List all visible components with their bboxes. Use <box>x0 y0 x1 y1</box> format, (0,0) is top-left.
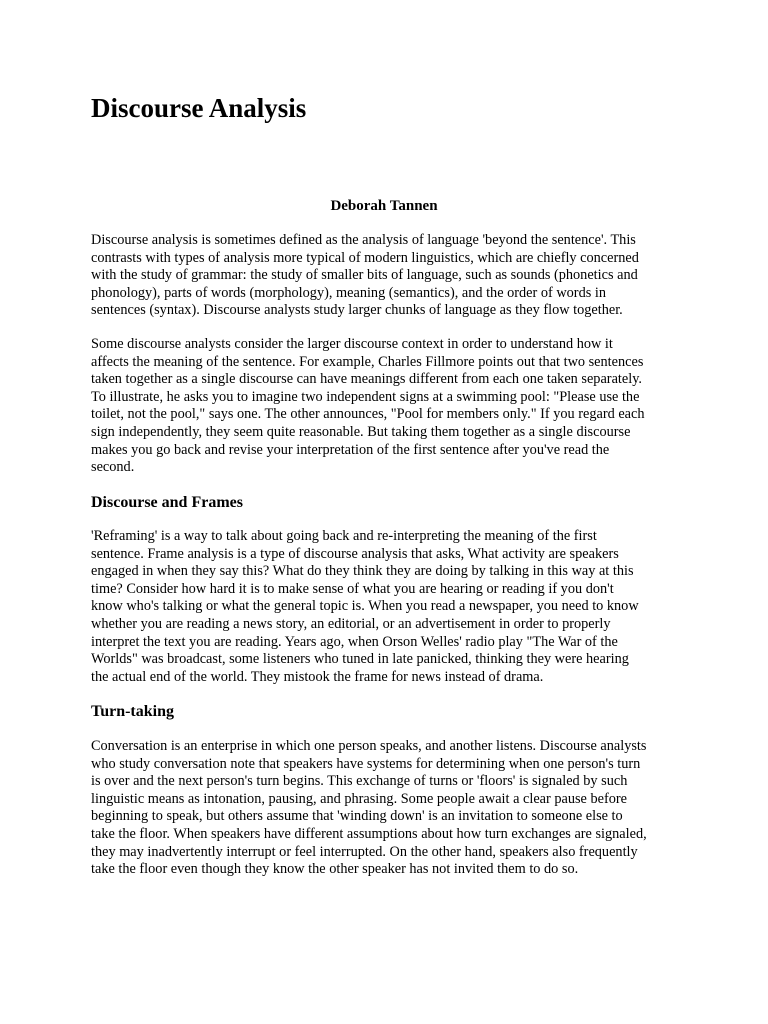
paragraph-line: know who's talking or what the general topic is. When you read a newspaper, you need to know <box>91 598 639 615</box>
paragraph-line: engaged in when they say this? What do they think they are doing by talking in this way at this <box>91 563 634 580</box>
paragraph-line: affects the meaning of the sentence. For example, Charles Fillmore points out that two sentences <box>91 353 644 370</box>
paragraph-line: is over and the next person's turn begins. This exchange of turns or 'floors' is signaled by such <box>91 773 628 790</box>
paragraph-line: sentences (syntax). Discourse analysts study larger chunks of language as they flow together. <box>91 302 623 319</box>
intro-paragraph-2 <box>91 336 645 477</box>
section-heading-turn-taking: Turn-taking <box>91 703 174 720</box>
paragraph-line: sign independently, they seem quite reasonable. But taking them together as a single discourse <box>91 423 631 440</box>
paragraph-line: take the floor. When speakers have different assumptions about how turn exchanges are signaled, <box>91 825 647 842</box>
paragraph-line: Worlds" was broadcast, some listeners who tuned in late panicked, thinking they were hearing <box>91 651 629 668</box>
paragraph-line: makes you go back and revise your interpretation of the first sentence after you've read the <box>91 441 610 458</box>
paragraph-line: they may inadvertently interrupt or feel interrupted. On the other hand, speakers also frequently <box>91 843 638 860</box>
author-name: Deborah Tannen <box>330 198 438 214</box>
paragraph-line: linguistic means as intonation, pausing, and phrasing. Some people await a clear pause before <box>91 790 627 807</box>
paragraph-line: interpret the text you are reading. Years ago, when Orson Welles' radio play "The War of the <box>91 633 618 650</box>
frames-paragraph <box>91 528 639 686</box>
paragraph-line: time? Consider how hard it is to make sense of what you are hearing or reading if you don't <box>91 580 614 597</box>
paragraph-line: the actual end of the world. They mistook the frame for news instead of drama. <box>91 668 544 685</box>
paragraph-line: Discourse analysis is sometimes defined as the analysis of language 'beyond the sentence'. This <box>91 232 636 248</box>
paragraph-line: beginning to speak, but others assume that 'winding down' is an invitation to someone else to <box>91 808 623 825</box>
paragraph-line: To illustrate, he asks you to imagine two independent signs at a swimming pool: "Please use the <box>91 388 640 405</box>
paragraph-line: with the study of grammar: the study of smaller bits of language, such as sounds (phonetics and <box>91 267 638 284</box>
paragraph-line: taken together as a single discourse can have meanings different from each one taken separately. <box>91 371 642 388</box>
paragraph-line: contrasts with types of analysis more typical of modern linguistics, which are chiefly concerned <box>91 249 639 266</box>
paragraph-line: who study conversation note that speakers have systems for determining when one person's turn <box>91 755 641 772</box>
intro-paragraph-1 <box>91 232 639 320</box>
paragraph-line: Conversation is an enterprise in which one person speaks, and another listens. Discourse analysts <box>91 738 647 754</box>
paragraph-line: toilet, not the pool," says one. The other announces, "Pool for members only." If you regard each <box>91 406 645 423</box>
section-heading-discourse-and-frames: Discourse and Frames <box>91 494 243 511</box>
paragraph-line: 'Reframing' is a way to talk about going back and re-interpreting the meaning of the first <box>91 528 597 544</box>
paragraph-line: Some discourse analysts consider the larger discourse context in order to understand how it <box>91 336 613 352</box>
paragraph-line: take the floor even though they know the other speaker has not invited them to do so. <box>91 861 579 878</box>
paragraph-line: second. <box>91 459 135 476</box>
paragraph-line: phonology), parts of words (morphology), meaning (semantics), and the order of words in <box>91 284 606 301</box>
paragraph-line: sentence. Frame analysis is a type of discourse analysis that asks, What activity are speakers <box>91 545 619 562</box>
paragraph-line: whether you are reading a news story, an editorial, or an advertisement in order to properly <box>91 615 611 632</box>
turn-taking-paragraph <box>91 738 647 879</box>
document-title: Discourse Analysis <box>91 93 307 123</box>
